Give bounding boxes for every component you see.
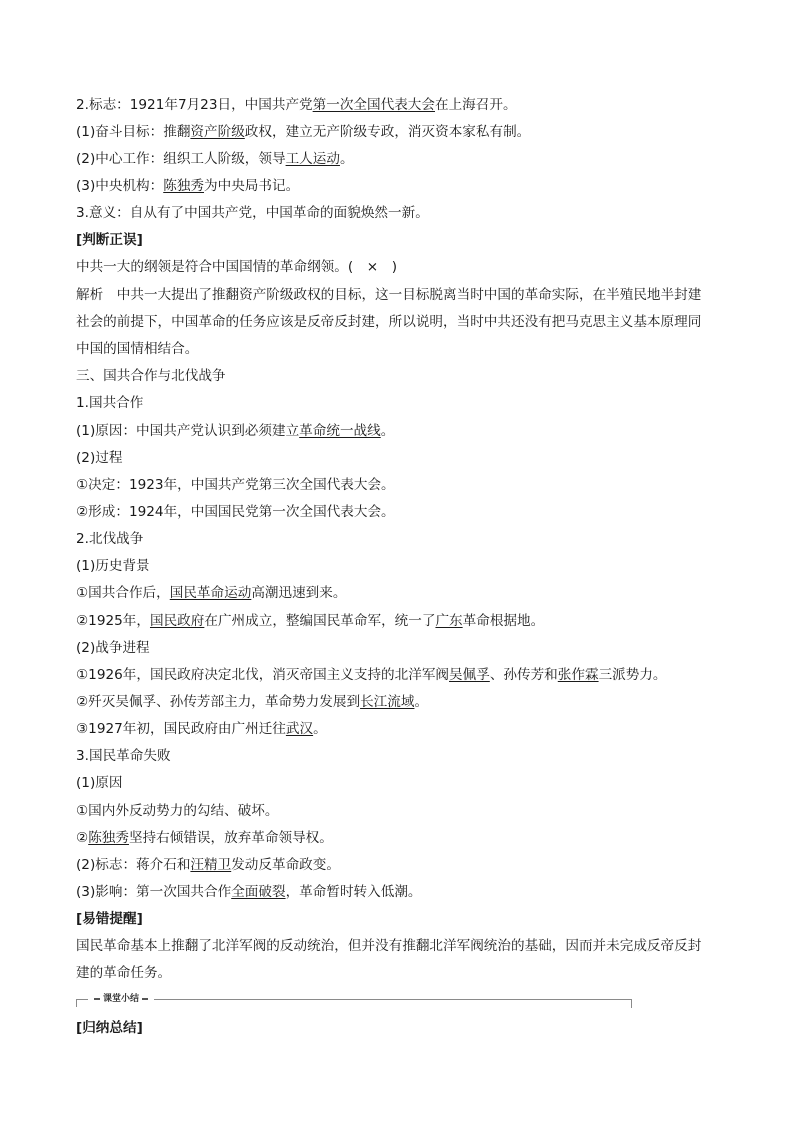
text-line: 中共一大的纲领是符合中国国情的革命纲领。( × ): [76, 259, 398, 275]
key-term: 国民革命运动: [169, 585, 252, 601]
text-line: (1)原因: [76, 775, 123, 791]
text-line: (3)影响：第一次国共合作全面破裂，革命暂时转入低潮。: [76, 884, 422, 900]
key-term: 工人运动: [285, 151, 340, 167]
key-term: 武汉: [285, 721, 314, 737]
subheading: 2.北伐战争: [76, 531, 144, 547]
text-line: (2)标志：蒋介石和汪精卫发动反革命政变。: [76, 857, 340, 873]
text-line: (1)奋斗目标：推翻资产阶级政权，建立无产阶级专政，消灭资本家私有制。: [76, 124, 531, 140]
text-line: ①国共合作后，国民革命运动高潮迅速到来。: [76, 585, 347, 601]
text-line: 建的革命任务。: [76, 965, 172, 981]
divider-dash: [142, 998, 148, 1000]
text-line: 中国的国情相结合。: [76, 341, 199, 357]
summary-label: 课堂小结: [103, 994, 140, 1004]
text-line: ①决定：1923年，中国共产党第三次全国代表大会。: [76, 477, 395, 493]
key-term: 资产阶级: [190, 124, 245, 140]
key-term: 全面破裂: [231, 884, 286, 900]
text-line: 2.标志：1921年7月23日，中国共产党第一次全国代表大会在上海召开。: [76, 97, 517, 113]
text-line: 国民革命基本上推翻了北洋军阀的反动统治，但并没有推翻北洋军阀统治的基础，因而并未完成反帝反封: [76, 938, 702, 954]
key-term: 吴佩孚: [449, 667, 490, 683]
section-heading: 三、国共合作与北伐战争: [76, 368, 226, 384]
divider-label-wrap: [88, 992, 154, 1006]
text-line: (3)中央机构：陈独秀为中央局书记。: [76, 178, 300, 194]
text-line: ③1927年初，国民政府由广州迁往武汉。: [76, 721, 327, 737]
key-term: 长江流域: [360, 694, 415, 710]
key-term: 汪精卫: [190, 857, 232, 873]
divider-line: [76, 999, 632, 1000]
section-divider: [76, 996, 632, 1010]
key-term: 国民政府: [149, 613, 205, 629]
section-label: [判断正误]: [76, 232, 143, 248]
subheading: 1.国共合作: [76, 395, 144, 411]
text-line: 解析 中共一大提出了推翻资产阶级政权的目标，这一目标脱离当时中国的革命实际，在半殖民地半封建: [76, 287, 702, 303]
text-line: (2)中心工作：组织工人阶级，领导工人运动。: [76, 151, 354, 167]
text-line: ②1925年，国民政府在广州成立，整编国民革命军，统一了广东革命根据地。: [76, 613, 545, 629]
subheading: 3.国民革命失败: [76, 748, 171, 764]
text-line: (2)过程: [76, 450, 123, 466]
section-label: [易错提醒]: [76, 911, 143, 927]
key-term: 革命统一战线: [299, 423, 381, 439]
divider-right-cap: [631, 999, 632, 1008]
text-line: 3.意义：自从有了中国共产党，中国革命的面貌焕然一新。: [76, 205, 429, 221]
text-line: (2)战争进程: [76, 640, 150, 656]
key-term: 广东: [435, 613, 463, 629]
text-line: ①1926年，国民政府决定北伐，消灭帝国主义支持的北洋军阀吴佩孚、孙传芳和张作霖三派势力。: [76, 667, 667, 683]
text-line: 社会的前提下，中国革命的任务应该是反帝反封建，所以说明，当时中共还没有把马克思主义基本原理同: [76, 314, 702, 330]
text-line: (1)原因：中国共产党认识到必须建立革命统一战线。: [76, 423, 395, 439]
text-line: ②陈独秀坚持右倾错误，放弃革命领导权。: [76, 830, 333, 846]
key-term: 陈独秀: [88, 830, 129, 846]
key-term: 陈独秀: [163, 178, 205, 194]
key-term: 第一次全国代表大会: [312, 97, 435, 113]
text-line: ①国内外反动势力的勾结、破坏。: [76, 803, 279, 819]
text-line: (1)历史背景: [76, 558, 150, 574]
divider-dash: [94, 998, 100, 1000]
section-label: [归纳总结]: [76, 1020, 143, 1036]
text-line: ②形成：1924年，中国国民党第一次全国代表大会。: [76, 504, 395, 520]
text-line: ②歼灭吴佩孚、孙传芳部主力，革命势力发展到长江流域。: [76, 694, 429, 710]
divider-left-cap: [76, 999, 77, 1007]
key-term: 张作霖: [557, 667, 599, 683]
